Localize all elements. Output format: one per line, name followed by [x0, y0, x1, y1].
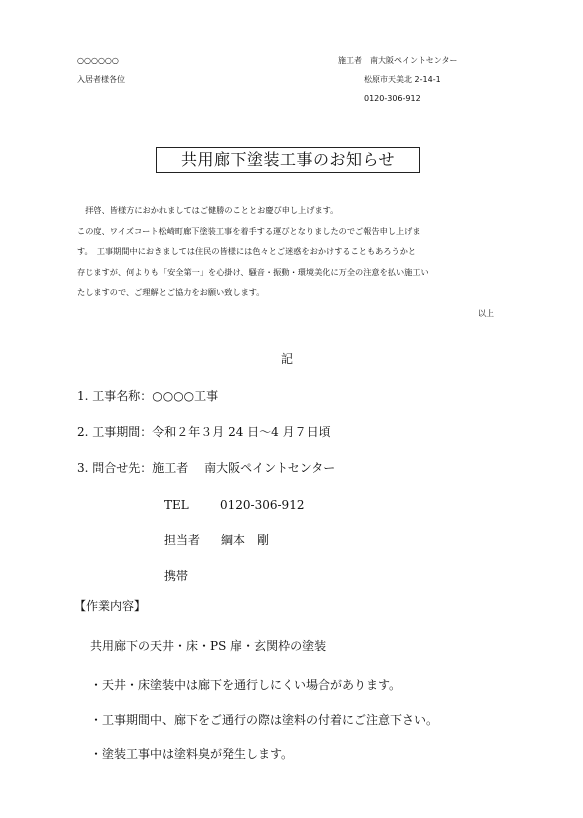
ki-heading: 記	[281, 352, 294, 366]
work-heading: 【作業内容】	[74, 599, 147, 613]
person-label: 担当者	[164, 533, 201, 547]
recipient-name: ○○○○○○	[77, 56, 119, 65]
construction-name: 1. 工事名称：○○○○工事	[77, 389, 219, 403]
document-title: 共用廊下塗装工事のお知らせ	[156, 147, 420, 173]
body-line: 拝啓、皆様方におかれましてはご健勝のこととお慶び申し上げます。	[77, 205, 339, 215]
contractor-phone: 0120-306-912	[364, 94, 421, 103]
work-note: ・塗装工事中は塗料臭が発生します。	[90, 747, 294, 761]
work-note: ・工事期間中、廊下をご通行の際は塗料の付着にご注意下さい。	[90, 713, 439, 727]
work-summary: 共用廊下の天井・床・PS 扉・玄関枠の塗装	[90, 639, 327, 653]
body-line: たしますので、ご理解とご協力をお願い致します。	[77, 287, 265, 297]
closing-text: 以上	[478, 309, 494, 318]
contractor-address: 松原市天美北 2-14-1	[364, 75, 441, 84]
construction-period: 2. 工事期間：令和２年３月 24 日～4 月７日頃	[77, 425, 331, 439]
contractor-name: 施工者 南大阪ペイントセンター	[338, 56, 458, 65]
tel-value: 0120-306-912	[220, 498, 305, 512]
body-line: 存じますが、何よりも「安全第一」を心掛け、騒音・振動・環境美化に万全の注意を払い施工い	[77, 266, 429, 277]
mobile-label: 携帯	[164, 569, 189, 583]
contact-info: 3. 問合せ先：施工者 南大阪ペイントセンター	[77, 461, 336, 475]
greeting-paragraph	[77, 200, 509, 303]
recipient-group: 入居者様各位	[77, 75, 125, 84]
person-name: 綱本 剛	[221, 533, 270, 547]
body-line: この度、ワイズコート松崎町廊下塗装工事を着手する運びとなりましたのでご報告申し上げま	[77, 225, 421, 236]
tel-label: TEL	[164, 498, 189, 512]
work-note: ・天井・床塗装中は廊下を通行しにくい場合があります。	[90, 678, 402, 692]
body-line: す。 工事期間中におきましては住民の皆様には色々とご迷惑をおかけすることもあろうかと	[77, 246, 417, 256]
